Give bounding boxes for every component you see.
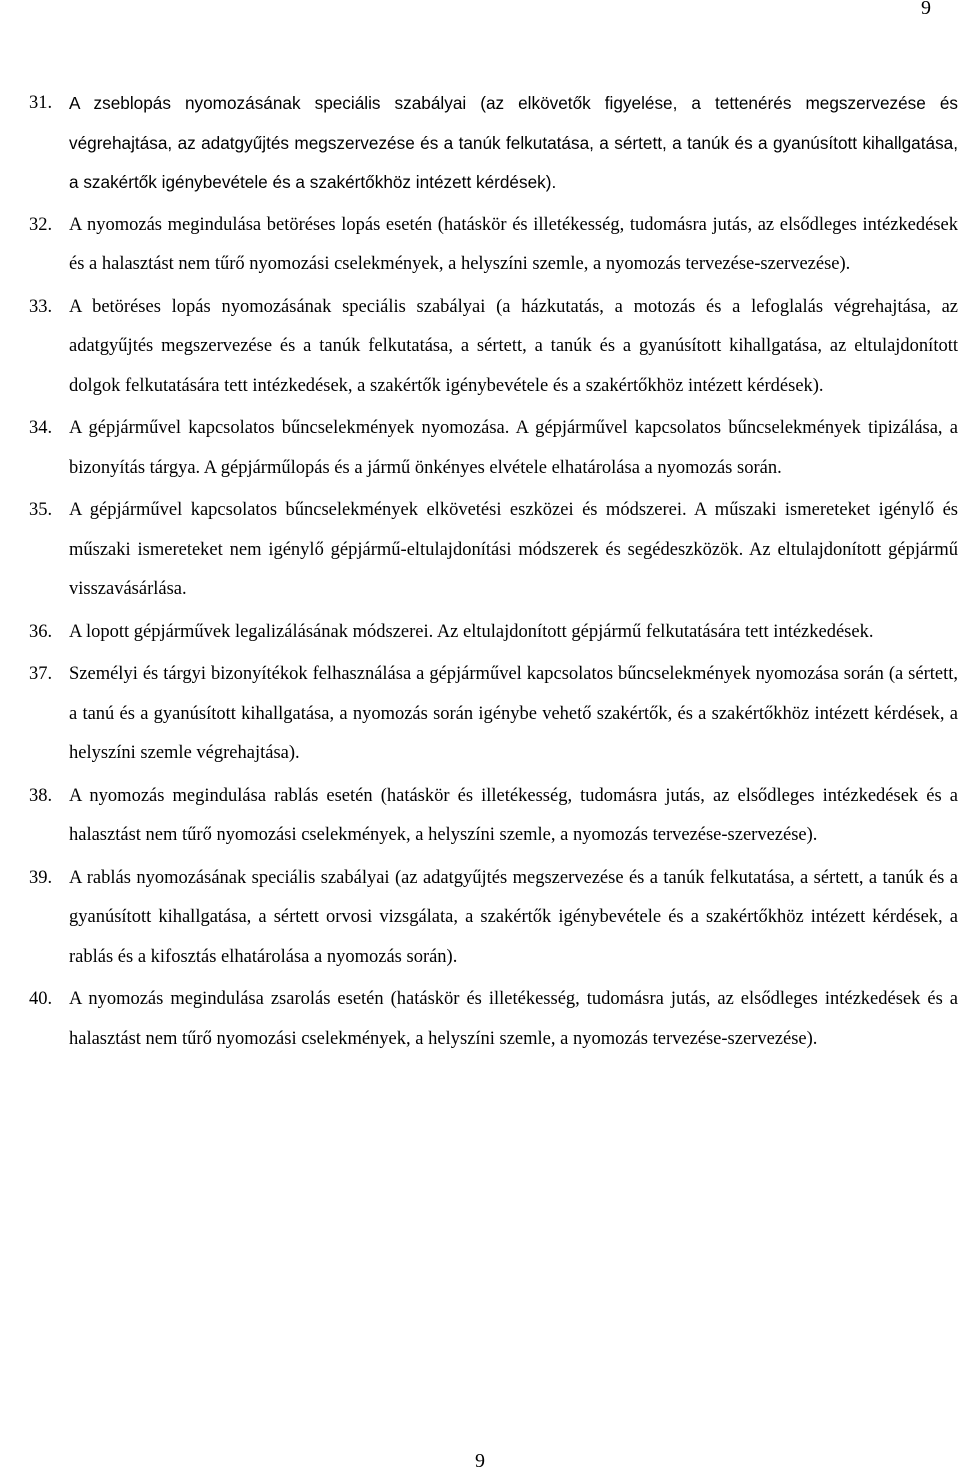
item-number: 40. (29, 989, 53, 1009)
item-text: A nyomozás megindulása rablás esetén (hatáskör és illetékesség, tudomásra jutás, az elsődleges intézkedések és a halasztást nem tűrő nyomozási cselekmények, a helyszíni szemle, a nyomozás tervezése-szervezése). (69, 785, 958, 845)
topic-list (0, 84, 960, 1062)
item-number: 38. (29, 785, 53, 806)
item-text: Személyi és tárgyi bizonyítékok felhasználása a gépjárművel kapcsolatos bűncselekmények nyomozása során (a sértett, a tanú és a gyanúsított kihallgatása, a nyomozás során igénybe vehető szakértők, és a szakértőkhöz intézett kérdések, a helyszíni szemle végrehajtása). (69, 664, 958, 763)
item-text: A gépjárművel kapcsolatos bűncselekmények nyomozása. A gépjárművel kapcsolatos bűncselekmények tipizálása, a bizonyítás tárgya. A gépjárműlopás és a jármű önkényes elvétele elhatárolása a nyomozás során. (69, 418, 958, 478)
item-number: 34. (29, 418, 53, 438)
list-item (0, 84, 960, 203)
item-text: A betöréses lopás nyomozásának speciális szabályai (a házkutatás, a motozás és a lefoglalás végrehajtása, az adatgyűjtés megszervezése és a tanúk felkutatása, a sértett, a tanúk és a gyanúsított kihallgatása, az eltulajdonított dolgok felkutatására tett intézkedések, a szakértők igénybevétele és a szakértőkhöz intézett kérdések). (69, 296, 958, 396)
list-item (0, 777, 960, 856)
list-item (0, 409, 960, 488)
item-text: A zseblopás nyomozásának speciális szabályai (az elkövetők figyelése, a tettenérés megszervezése és végrehajtása, az adatgyűjtés megszervezése és a tanúk felkutatása, a sértett, a tanúk és a gyanúsított kihallgatása, a szakértők igénybevétele és a szakértőkhöz intézett kérdések). (69, 93, 958, 192)
list-item (0, 859, 960, 978)
item-text: A lopott gépjárművek legalizálásának módszerei. Az eltulajdonított gépjármű felkutatására tett intézkedések. (69, 621, 874, 642)
item-number: 35. (29, 500, 53, 520)
item-number: 33. (29, 296, 53, 317)
item-text: A nyomozás megindulása zsarolás esetén (hatáskör és illetékesség, tudomásra jutás, az elsődleges intézkedések és a halasztást nem tűrő nyomozási cselekmények, a helyszíni szemle, a nyomozás tervezése-szervezése). (69, 989, 958, 1049)
list-item (0, 655, 960, 774)
item-number: 39. (29, 867, 53, 888)
item-number: 37. (29, 664, 53, 684)
item-text: A nyomozás megindulása betöréses lopás esetén (hatáskör és illetékesség, tudomásra jutás, az elsődleges intézkedések és a halasztást nem tűrő nyomozási cselekmények, a helyszíni szemle, a nyomozás tervezése-szervezése). (69, 214, 958, 274)
list-item (0, 613, 960, 653)
item-number: 32. (29, 214, 53, 235)
item-text: A rablás nyomozásának speciális szabályai (az adatgyűjtés megszervezése és a tanúk felkutatása, a sértett, a tanúk és a gyanúsított kihallgatása, a sértett orvosi vizsgálata, a szakértők igénybevétele és a szakértőkhöz intézett kérdések, a rablás és a kifosztás elhatárolása a nyomozás során). (69, 867, 958, 967)
list-item (0, 288, 960, 407)
item-number: 31. (29, 93, 53, 113)
list-item (0, 206, 960, 285)
list-item (0, 491, 960, 610)
page-number-bottom: 9 (475, 1450, 485, 1472)
item-text: A gépjárművel kapcsolatos bűncselekmények elkövetési eszközei és módszerei. A műszaki ismereteket igénylő és műszaki ismereteket nem igénylő gépjármű-eltulajdonítási módszerek és segédeszközök. Az eltulajdonított gépjármű visszavásárlása. (69, 500, 958, 599)
list-item (0, 980, 960, 1059)
page-number-top: 9 (921, 0, 931, 19)
item-number: 36. (29, 621, 53, 642)
